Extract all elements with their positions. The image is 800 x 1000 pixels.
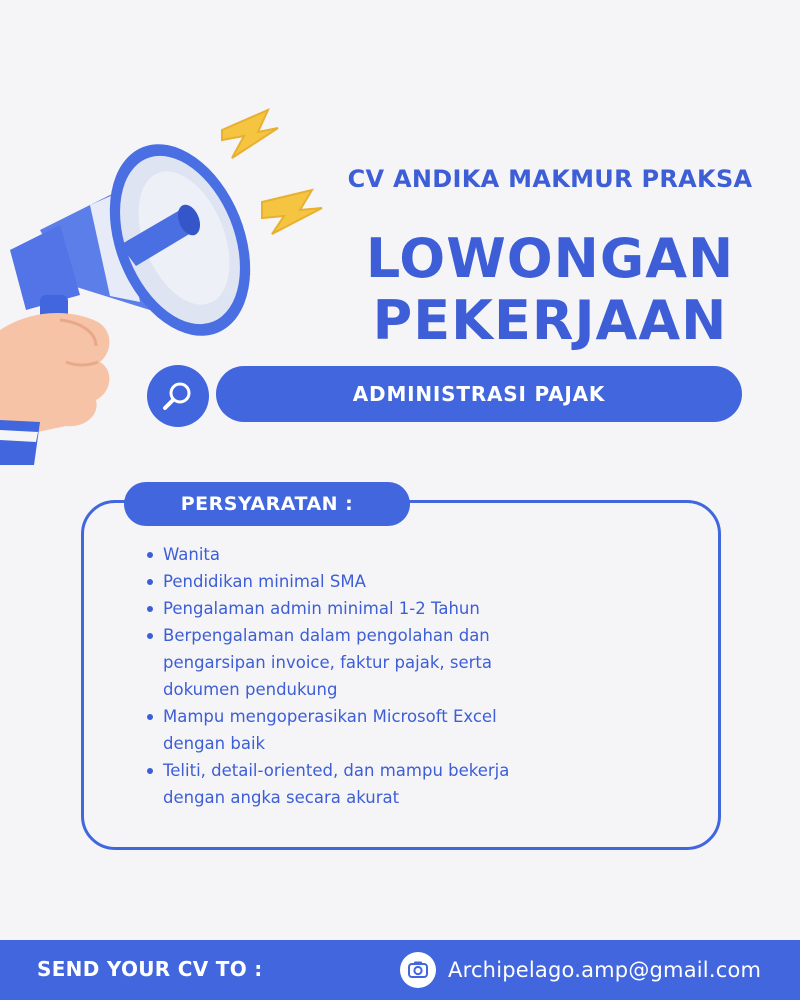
camera-icon bbox=[400, 952, 436, 988]
position-title: ADMINISTRASI PAJAK bbox=[216, 366, 742, 422]
search-icon bbox=[160, 378, 196, 414]
requirement-item bbox=[146, 622, 586, 703]
requirement-text: pengarsipan invoice, faktur pajak, serta bbox=[163, 653, 492, 672]
headline-line-2: PEKERJAAN bbox=[372, 289, 728, 352]
footer-contact bbox=[400, 952, 761, 988]
requirements-list bbox=[146, 541, 586, 811]
requirement-text: Teliti, detail-oriented, dan mampu bekerja bbox=[163, 761, 510, 780]
footer-bar bbox=[0, 940, 800, 1000]
requirement-item bbox=[146, 595, 586, 622]
requirement-text: Wanita bbox=[163, 545, 220, 564]
search-badge bbox=[147, 365, 209, 427]
requirement-text: Mampu mengoperasikan Microsoft Excel bbox=[163, 707, 497, 726]
footer-cta: SEND YOUR CV TO : bbox=[37, 957, 263, 981]
requirement-item bbox=[146, 541, 586, 568]
headline bbox=[330, 228, 770, 352]
requirement-text: dengan baik bbox=[163, 734, 266, 753]
contact-email[interactable]: Archipelago.amp@gmail.com bbox=[448, 958, 762, 982]
requirement-text: Pendidikan minimal SMA bbox=[163, 572, 366, 591]
headline-line-1: LOWONGAN bbox=[365, 227, 735, 290]
requirement-item bbox=[146, 703, 586, 757]
company-name: CV ANDIKA MAKMUR PRAKSA bbox=[347, 165, 753, 193]
requirement-text: Berpengalaman dalam pengolahan dan bbox=[163, 626, 490, 645]
requirements-title: PERSYARATAN : bbox=[124, 482, 410, 526]
requirement-text: dengan angka secara akurat bbox=[163, 788, 400, 807]
requirement-text: dokumen pendukung bbox=[163, 680, 338, 699]
requirement-text: Pengalaman admin minimal 1-2 Tahun bbox=[163, 599, 480, 618]
requirement-item bbox=[146, 568, 586, 595]
requirement-item bbox=[146, 757, 586, 811]
